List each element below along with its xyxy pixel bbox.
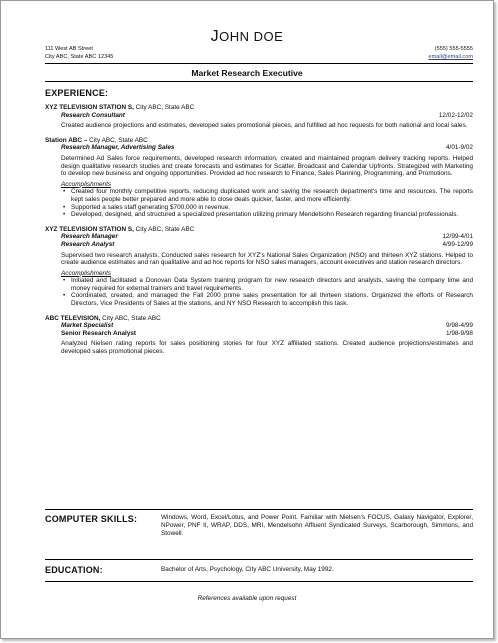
accomplishments-label: Accomplishments: [61, 180, 112, 188]
objective-title: Market Research Executive: [191, 68, 303, 78]
header-divider: [45, 63, 473, 64]
accomplishments-list: [45, 188, 473, 218]
job-role-row: Research Manager 12/99-4/01: [61, 233, 473, 241]
phone-number: (555) 555-5555: [434, 46, 473, 52]
name-initial: J: [210, 28, 220, 45]
job-company: XYZ TELEVISION STATION S, City ABC, State ABC: [45, 225, 195, 233]
address-line-1: 111 West AB Street: [45, 46, 93, 52]
references-note: References available upon request: [197, 595, 297, 602]
title-divider: [45, 81, 473, 82]
contact-block: [428, 45, 473, 61]
list-item: • Created four monthly competitive reports, reducing duplicated work and saving the research department's time and resources. The reports kept sales people better prepared and more able to close deals quicker, faster, and more efficiently.: [71, 188, 473, 203]
job-company: XYZ TELEVISION STATION S, City ABC, State ABC: [45, 104, 195, 111]
job-dates: 12/02-12/02: [438, 111, 473, 119]
job-dates: 1/98-9/98: [445, 329, 473, 337]
job-description: Analyzed Nielsen rating reports for sales positioning stories for four XYZ affiliated stations. Created audience projections/estimates and developed sales promotional pieces.: [61, 340, 473, 356]
skills-divider: [45, 509, 473, 510]
list-item: • Initiated and facilitated a Donovan Data System training program for new research directors and analysts, saving the company time and money required for external trainers and travel requirements.: [71, 277, 473, 292]
job-dates: 4/99-12/99: [442, 240, 473, 248]
job-role-row: Research Manager, Advertising Sales 4/01-9/02: [61, 144, 473, 152]
education-section: [45, 565, 473, 575]
list-item: • Supported a sales staff generating $700,000 in revenue.: [71, 204, 473, 212]
accomplishments-label: Accomplishments: [61, 269, 112, 277]
job-role-row: Research Analyst 4/99-12/99: [61, 240, 473, 248]
name-rest: OHN DOE: [219, 29, 284, 44]
job-role-row: Research Consultant 12/02-12/02: [61, 111, 473, 119]
job-entry: [45, 104, 473, 130]
skills-text: Windows, Word, Excel/Lotus, and Power Point. Familiar with Nielsen's FOCUS, Galaxy Navigator, Explorer, NPower, PNF II, WRAP, DDS, MRI, Mendelsohn Affluent Syndicated Surveys, Scarborough, Simmons, and Stowell.: [161, 514, 473, 537]
job-company: Station ABC – City ABC, State ABC: [45, 136, 148, 144]
email-link[interactable]: email@email.com: [428, 54, 473, 60]
candidate-name: [1, 28, 493, 46]
job-entry: [45, 315, 473, 356]
education-text: Bachelor of Arts, Psychology, City ABC University, May 1992.: [161, 566, 334, 573]
job-dates: 9/98-4/99: [445, 322, 473, 330]
accomplishments-list: [45, 277, 473, 307]
education-heading: EDUCATION:: [45, 565, 103, 575]
job-company: ABC TELEVISION, City ABC, State ABC: [45, 314, 161, 322]
skills-section: [45, 514, 473, 537]
experience-list: [45, 104, 473, 363]
skills-heading: COMPUTER SKILLS:: [45, 514, 138, 524]
job-role-row: Senior Research Analyst 1/98-9/98: [61, 329, 473, 337]
job-description: Created audience projections and estimates, developed sales promotional pieces, and fulfilled ad hoc requests for both national and local sales.: [61, 122, 468, 130]
address-line-2: City ABC, State ABC 12345: [45, 54, 114, 60]
job-role-row: Market Specialist 9/98-4/99: [61, 322, 473, 330]
address-block: [45, 45, 113, 61]
job-description: Determined Ad Sales force requirements, developed research information, created and maintained program delivery tracking reports. Helped design qualitative research studies and create forecasts and estimates for Scatter, Broadcast and Calendar Upfronts. Strategized with Marketing to develop new business and ongoing opportunities. Provided ad hoc research to Finance, Sales Planning, Programming, and Promotions.: [61, 154, 473, 178]
job-entry: [45, 226, 473, 308]
list-item: • Developed, designed, and structured a specialized presentation utilizing primary Mendelsohn Research regarding financial professionals.: [71, 211, 473, 219]
footer-divider: [45, 581, 473, 582]
job-entry: [45, 137, 473, 219]
job-description: Supervised two research analysts. Conducted sales research for XYZ's National Sales Organization (NSO) and thirteen XYZ stations. Helped to create audience estimates and ran qualitative and ad hoc reports for NSO sales managers, account executives and station research directors.: [61, 251, 473, 267]
experience-heading: EXPERIENCE:: [45, 88, 109, 98]
list-item: • Coordinated, created, and managed the Fall 2000 prime sales presentation for all thirteen stations. Organized the efforts of Research Directors, Vice Presidents of Sales at the stations, and NY NSO Research to accomplish this task.: [71, 292, 473, 307]
education-divider: [45, 559, 473, 560]
job-dates: 4/01-9/02: [445, 144, 473, 152]
job-dates: 12/99-4/01: [442, 233, 473, 241]
